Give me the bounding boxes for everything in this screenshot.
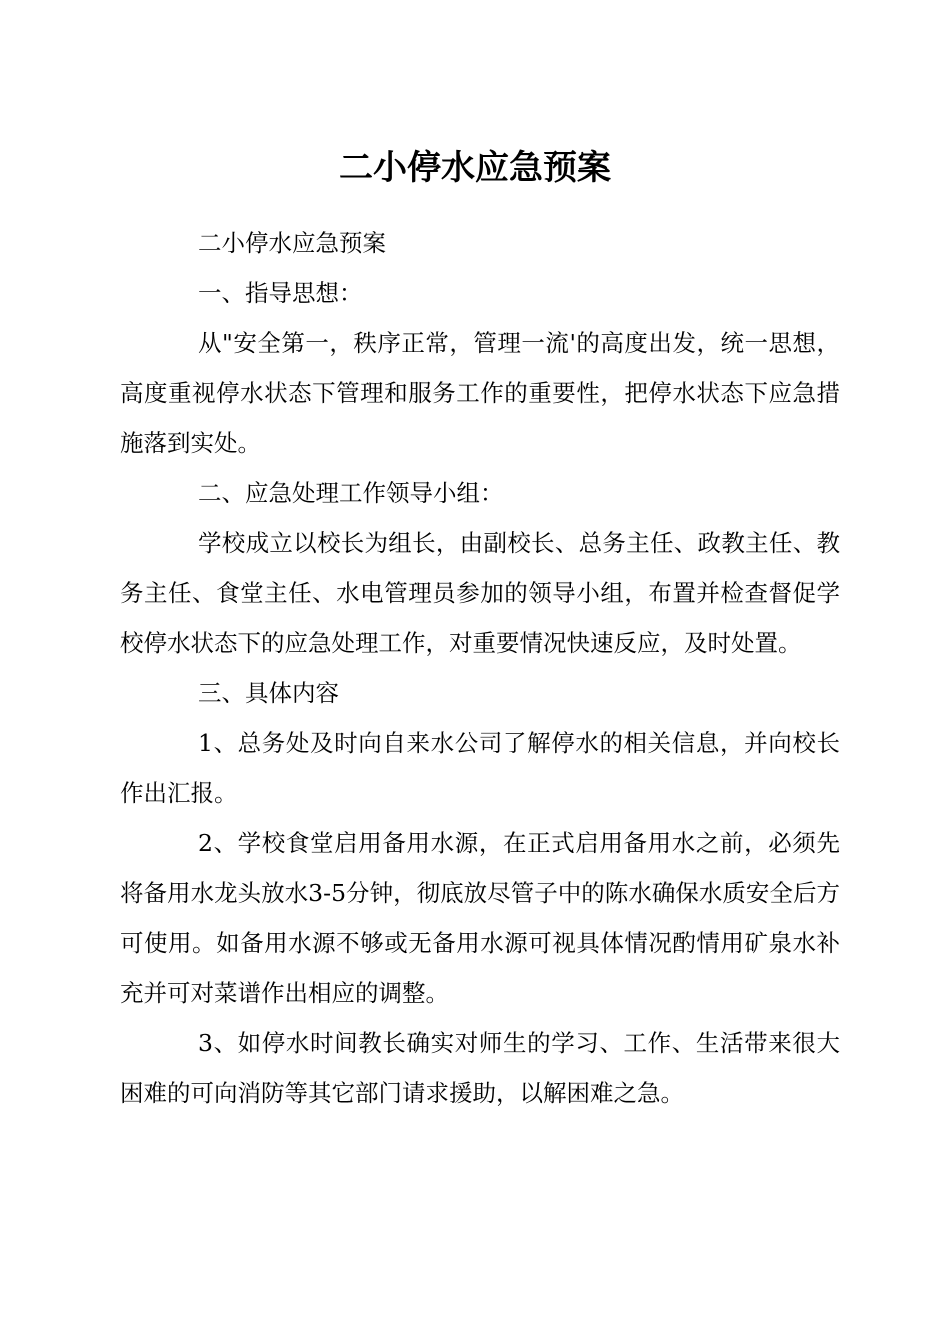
paragraph-leadership-group: 学校成立以校长为组长，由副校长、总务主任、政教主任、教务主任、食堂主任、水电管理员参加的领导小组，布置并检查督促学校停水状态下的应急处理工作，对重要情况快速反应，及时处置。: [120, 529, 840, 657]
paragraph-heading-repeat: 二小停水应急预案: [198, 229, 386, 257]
section-heading-leadership-group: 二、应急处理工作领导小组：: [198, 479, 504, 507]
paragraph-item-2: 2、学校食堂启用备用水源，在正式启用备用水之前，必须先将备用水龙头放水3-5分钟，彻底放尽管子中的陈水确保水质安全后方可使用。如备用水源不够或无备用水源可视具体情况酌情用矿泉水补充并可对菜谱作出相应的调整。: [120, 829, 840, 1007]
section-heading-guiding-idea: 一、指导思想：: [198, 279, 363, 307]
paragraph-guiding-idea: 从"安全第一，秩序正常，管理一流'的高度出发，统一思想，高度重视停水状态下管理和服务工作的重要性，把停水状态下应急措施落到实处。: [120, 329, 840, 457]
paragraph-item-3: 3、如停水时间教长确实对师生的学习、工作、生活带来很大困难的可向消防等其它部门请求援助，以解困难之急。: [120, 1029, 840, 1107]
section-heading-specific-content: 三、具体内容: [198, 679, 339, 707]
document-title: 二小停水应急预案: [339, 148, 611, 188]
document-body: [120, 218, 840, 1118]
paragraph-item-1: 1、总务处及时向自来水公司了解停水的相关信息，并向校长作出汇报。: [120, 729, 840, 807]
